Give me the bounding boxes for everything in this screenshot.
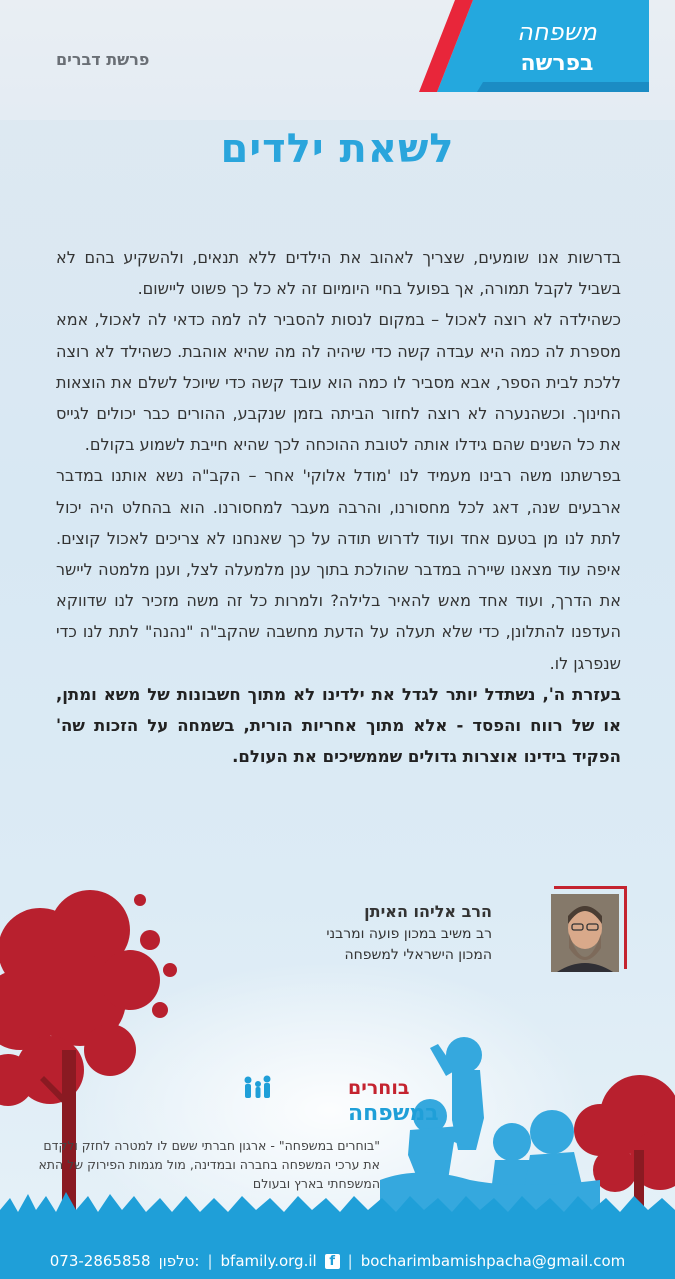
separator: |	[207, 1252, 213, 1270]
footer-contacts	[0, 1252, 675, 1270]
org-logo	[240, 1072, 439, 1128]
author-block	[326, 902, 492, 966]
brand-line2: בפרשה	[520, 51, 594, 76]
author-photo-frame	[551, 886, 627, 972]
separator: |	[347, 1252, 353, 1270]
org-logo-line1: בוחרים	[348, 1077, 410, 1099]
author-role-line2: המכון הישראלי למשפחה	[344, 947, 492, 963]
article-body	[56, 242, 621, 772]
author-photo	[551, 894, 619, 972]
parasha-name: פרשת דברים	[56, 50, 150, 69]
paragraph-3: בפרשתנו משה רבינו מעמיד לנו 'מודל אלוקי' אחר – הקב"ה נשא אותנו במדבר ארבעים שנה, דאג לכל מחסורנו, והרבה מעבר למחסורנו. הוא בהחלט היה יכול לתת לנו מן בטעם אחד ועוד לדרוש תודה על כך שאנחנו לא צריכים לאכול קוצים. איפה עוד מצאנו שיירה במדבר שהולכת בתוך ענן מלמעלה לצל, וענן מלמטה ליישר את הדרך, ועוד אחד מאש להאיר בלילה? ולמרות כל זה משה מזכיר לנו שדווקא העדפנו להתלונן, כדי שלא תעלה על הדעת מחשבה שהקב"ה "נהנה" לתת לנו כדי שנפרגן לו.	[56, 466, 621, 673]
closing-paragraph: בעזרת ה', נשתדל יותר לגדל את ילדינו לא מתוך חשבונות של משא ומתן, או של רווח והפסד - אלא מתוך אחריות הורית, בשמחה על הזכות שה' הפקיד בידינו אוצרות גדולים שממשיכים את העולם.	[56, 684, 621, 766]
facebook-icon: f	[325, 1254, 340, 1269]
website-link[interactable]: bfamily.org.il	[220, 1252, 317, 1270]
phone-number[interactable]: 073-2865858	[49, 1252, 151, 1270]
email-link[interactable]: bocharimbamishpacha@gmail.com	[360, 1252, 626, 1270]
author-role-line1: רב משיב במכון פועה ומרבני	[326, 926, 492, 942]
paragraph-1: בדרשות אנו שומעים, שצריך לאהוב את הילדים ללא תנאים, ולהשקיע בהם לא בשביל לקבל תמורה, אך בפועל בחיי היומיום זה לא כל כך פשוט ליישום.	[56, 248, 621, 299]
org-description: "בוחרים במשפחה" - ארגון חברתי ששם לו למטרה לחזק ולקדם את ערכי המשפחה בחברה ובמדינה, מול מגמות הפירוק של התא המשפחתי בארץ ובעולם	[38, 1138, 380, 1191]
brand-line1: משפחה	[517, 18, 597, 46]
footer-bar	[0, 1237, 675, 1279]
org-logo-line2: במשפחה	[348, 1101, 439, 1126]
brand-logo	[437, 0, 649, 92]
article-title: לשאת ילדים	[220, 126, 455, 172]
paragraph-2: כשהילדה לא רוצה לאכול – במקום לנסות להסביר לה למה כדאי לה לאכול, אמא מספרת לה כמה היא עבדה קשה כדי שיהיה לה מה שהיא אוהבת. כשהילד לא רוצה ללכת לבית הספר, אבא מסביר לו כמה הוא עובד קשה כדי שיוכל לשלם את הוצאות החינוך. וכשהנערה לא רוצה לחזור הביתה בזמן שנקבע, ההורים כבר יכולים לגייס את כל השנים שהם גידלו אותה לטובת ההוכחה לכך שהיא חייבת לשמוע בקולם.	[56, 310, 621, 455]
phone-label: טלפון:	[158, 1252, 200, 1270]
author-name: הרב אליהו האיתן	[364, 902, 492, 921]
